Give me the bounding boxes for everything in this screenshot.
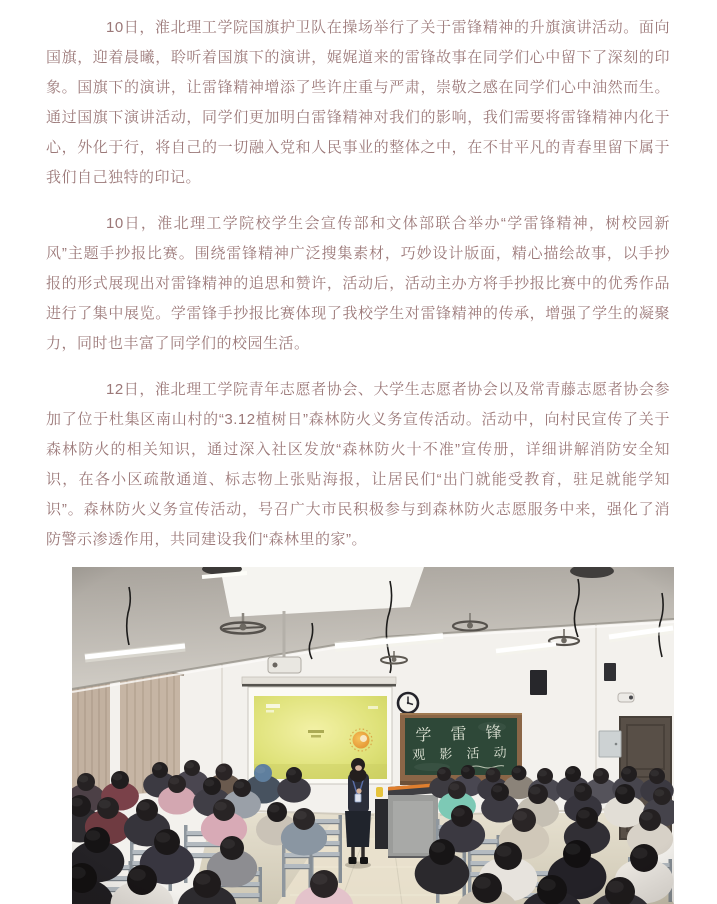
classroom-photo	[72, 567, 674, 904]
article-body	[46, 0, 670, 571]
paragraph-handcopy-contest: 10日，淮北理工学院校学生会宣传部和文体部联合举办“学雷锋精神，树校园新风”主题手抄报比赛。围绕雷锋精神广泛搜集素材，巧妙设计版面，精心描绘故事，以手抄报的形式展现出对雷锋精神的追思和赞许，活动后，活动主办方将手抄报比赛中的优秀作品进行了集中展览。学雷锋手抄报比赛体现了我校学生对雷锋精神的传承，增强了学生的凝聚力，同时也丰富了同学们的校园生活。	[46, 215, 670, 352]
photo-vignette	[72, 567, 674, 904]
classroom-photo-svg	[72, 567, 674, 904]
paragraph-flag-raising: 10日，淮北理工学院国旗护卫队在操场举行了关于雷锋精神的升旗演讲活动。面向国旗，迎着晨曦，聆听着国旗下的演讲，娓娓道来的雷锋故事在同学们心中留下了深刻的印象。国旗下的演讲，让雷锋精神增添了些许庄重与严肃，崇敬之感在同学们心中油然而生。通过国旗下演讲活动，同学们更加明白雷锋精神对我们的影响，我们需要将雷锋精神内化于心，外化于行，将自己的一切融入党和人民事业的整体之中，在不甘平凡的青春里留下属于我们自己独特的印记。	[46, 19, 670, 186]
paragraph-fire-prevention: 12日，淮北理工学院青年志愿者协会、大学生志愿者协会以及常青藤志愿者协会参加了位于杜集区南山村的“3.12植树日”森林防火义务宣传活动。活动中，向村民宣传了关于森林防火的相关知识，通过深入社区发放“森林防火十不准”宣传册，详细讲解消防安全知识，在各小区疏散通道、标志物上张贴海报，让居民们“出门就能受教育，驻足就能学知识”。森林防火义务宣传活动，号召广大市民积极参与到森林防火志愿服务中来，强化了消防警示渗透作用，共同建设我们“森林里的家”。	[46, 381, 670, 548]
